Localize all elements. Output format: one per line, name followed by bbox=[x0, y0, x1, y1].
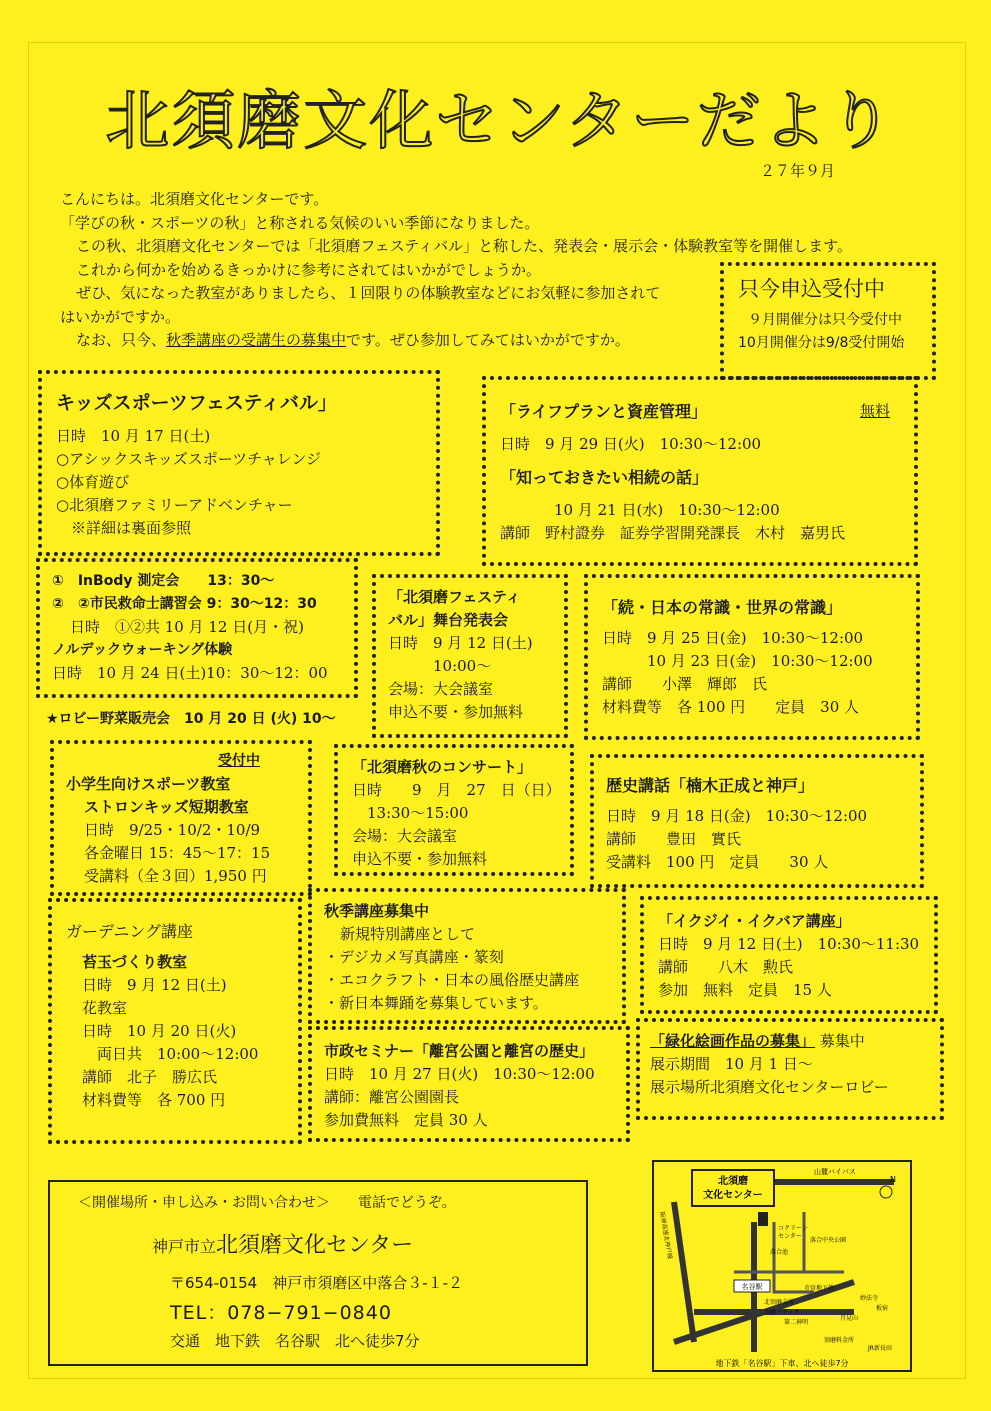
inbody-line: ① InBody 測定会 13：30〜 bbox=[52, 573, 275, 589]
intro-line: これから何かを始めるきっかけに参考にされてはいかがでしょうか。 bbox=[76, 260, 542, 279]
gardening-heading: 苔玉づくり教室 bbox=[82, 953, 188, 971]
map-label: 須磨料金所 bbox=[824, 1337, 855, 1344]
common-sense-line: 日時 9 月 25 日(金) 10:30〜12:00 bbox=[602, 629, 864, 647]
map-label: センター bbox=[778, 1233, 802, 1240]
gardening-line: 花教室 bbox=[82, 999, 128, 1017]
now-accepting-line: 10月開催分は9/8受付開始 bbox=[738, 335, 905, 351]
kids-festival-line: ○アシックスキッズスポーツチャレンジ bbox=[56, 450, 321, 468]
seminar-line: 講師：離宮公園園長 bbox=[324, 1088, 460, 1106]
ikuji-line: 日時 9 月 12 日(土) 10:30〜11:30 bbox=[658, 935, 920, 953]
greenery-box bbox=[636, 1018, 944, 1120]
greenery-heading: 「緑化絵画作品の募集」 bbox=[650, 1032, 816, 1050]
lifeplan-heading2: 「知っておきたい相続の話」 bbox=[500, 468, 709, 487]
common-sense-line: 10 月 23 日(金) 10:30〜12:00 bbox=[602, 652, 873, 670]
kids-sports-line: 受講料（全３回）1,950 円 bbox=[84, 867, 267, 885]
issue-date: ２７年９月 bbox=[760, 162, 836, 180]
intro-line: はいかがですか。 bbox=[60, 307, 181, 326]
greenery-heading-line bbox=[650, 1030, 934, 1053]
now-accepting-line: ９月開催分は只今受付中 bbox=[748, 312, 902, 328]
kids-sports-box bbox=[50, 740, 312, 896]
festival-stage-heading: バル」舞台発表会 bbox=[388, 611, 509, 629]
greenery-line: 展示期間 10 月 1 日〜 bbox=[650, 1055, 813, 1073]
access-map bbox=[652, 1160, 912, 1372]
concert-box bbox=[334, 744, 574, 876]
lifeplan-heading: 「ライフプランと資産管理」 bbox=[500, 402, 708, 421]
seminar-line: 参加費無料 定員 30 人 bbox=[324, 1111, 488, 1129]
festival-stage-line: 申込不要・参加無料 bbox=[388, 703, 524, 721]
lifeplan-box bbox=[482, 376, 918, 566]
history-box bbox=[590, 754, 924, 888]
concert-line: 会場：大会議室 bbox=[352, 827, 458, 845]
map-road-highway bbox=[674, 1202, 694, 1342]
seminar-heading: 市政セミナー「離宮公園と離宮の歴史」 bbox=[324, 1042, 595, 1060]
gardening-title: ガーデニング講座 bbox=[66, 922, 194, 941]
gardening-line: 両日共 10:00〜12:00 bbox=[82, 1045, 259, 1063]
map-label: 落合中央公園 bbox=[810, 1237, 847, 1244]
ikuji-line: 参加 無料 定員 15 人 bbox=[658, 981, 832, 999]
intro-text-post: です。ぜひ参加してみてはいかがですか。 bbox=[346, 331, 630, 349]
lifeplan-free: 無料 bbox=[859, 402, 890, 420]
concert-heading: 「北須磨秋のコンサート」 bbox=[352, 758, 533, 776]
map-label: 阪神高速北神戸線 bbox=[658, 1211, 674, 1260]
lifeplan-line: 10 月 21 日(水) 10:30〜12:00 bbox=[554, 501, 780, 519]
map-label: 妙法寺 bbox=[860, 1295, 879, 1302]
contact-address: 〒654-0154 神戸市須磨区中落合３-１-２ bbox=[170, 1274, 464, 1292]
lifeplan-line: 日時 9 月 29 日(火) 10:30〜12:00 bbox=[500, 435, 762, 453]
lifeplan-line: 講師 野村證券 証券学習開発課長 木村 嘉男氏 bbox=[500, 524, 846, 542]
festival-stage-heading: 「北須磨フェスティ bbox=[388, 588, 521, 606]
autumn-courses-line: 新規特別講座として bbox=[340, 925, 476, 943]
inbody-box bbox=[36, 558, 358, 698]
intro-line: ぜひ、気になった教室がありましたら、１回限りの体験教室などにお気軽に参加されて bbox=[76, 284, 661, 302]
inbody-line: 日時 ①②共 10 月 12 日(月・祝) bbox=[70, 618, 304, 636]
map-north-label: N bbox=[890, 1175, 896, 1184]
festival-stage-line: 会場：大会議室 bbox=[388, 680, 494, 698]
seminar-box bbox=[308, 1026, 630, 1142]
seminar-line: 日時 10 月 27 日(火) 10:30〜12:00 bbox=[324, 1065, 595, 1083]
history-line: 講師 豊田 實氏 bbox=[606, 830, 742, 848]
contact-heading: ＜開催場所・申し込み・お問い合わせ＞ 電話でどうぞ。 bbox=[78, 1195, 456, 1211]
gardening-line: 材料費等 各 700 円 bbox=[82, 1091, 226, 1109]
kids-sports-heading: 小学生向けスポーツ教室 bbox=[66, 775, 231, 793]
greenery-suffix: 募集中 bbox=[819, 1032, 865, 1050]
ikuji-line: 講師 八木 勲氏 bbox=[658, 958, 794, 976]
kids-sports-line: 日時 9/25・10/2・10/9 bbox=[84, 821, 261, 839]
map-label: 須磨パティオ bbox=[764, 1309, 800, 1316]
inbody-line: ノルデックウォーキング体験 bbox=[52, 642, 233, 658]
autumn-courses-heading: 秋季講座募集中 bbox=[324, 902, 430, 920]
history-line: 受講料 100 円 定員 30 人 bbox=[606, 853, 829, 871]
kids-sports-heading: ストロンキッズ短期教室 bbox=[84, 798, 249, 816]
history-heading: 歴史講話「楠木正成と神戸」 bbox=[606, 776, 815, 795]
concert-line: 申込不要・参加無料 bbox=[352, 850, 488, 868]
map-center-marker bbox=[758, 1212, 768, 1226]
contact-tel: TEL：078−791−0840 bbox=[170, 1302, 392, 1324]
greenery-line: 展示場所北須磨文化センターロビー bbox=[650, 1078, 889, 1096]
lobby-sale: ★ロビー野菜販売会 10 月 20 日 (火) 10〜 bbox=[46, 711, 336, 727]
intro-line: こんにちは。北須磨文化センターです。 bbox=[60, 190, 329, 208]
gardening-line: 日時 9 月 12 日(土) bbox=[82, 976, 227, 994]
now-accepting-heading: 只今申込受付中 bbox=[738, 277, 885, 301]
inbody-line: 日時 10 月 24 日(土)10：30〜12：00 bbox=[52, 664, 328, 682]
map-label: JR新長田 bbox=[868, 1345, 892, 1352]
autumn-courses-line: ・デジカメ写真講座・篆刻 bbox=[324, 948, 504, 966]
common-sense-heading: 「続・日本の常識・世界の常識」 bbox=[602, 598, 843, 617]
gardening-line: 講師 北子 勝広氏 bbox=[82, 1068, 218, 1086]
map-bypass-label: 山麓バイパス bbox=[814, 1168, 856, 1176]
festival-stage-box bbox=[372, 574, 568, 738]
ikuji-heading: 「イクジイ・イクバア講座」 bbox=[658, 912, 851, 930]
autumn-courses-line: ・エコクラフト・日本の風俗歴史講座 bbox=[324, 971, 580, 989]
map-center-label: 文化センター bbox=[703, 1190, 763, 1201]
map-caption: 地下鉄「名谷駅」下車、北へ徒歩7分 bbox=[715, 1359, 849, 1368]
kids-festival-heading: キッズスポーツフェスティバル」 bbox=[56, 392, 338, 414]
gardening-line: 日時 10 月 20 日(火) bbox=[82, 1022, 237, 1040]
autumn-courses-box bbox=[308, 888, 626, 1024]
map-graphic bbox=[654, 1162, 910, 1370]
common-sense-line: 材料費等 各 100 円 定員 30 人 bbox=[602, 698, 860, 716]
intro-underline: 秋季講座の受講生の募集中 bbox=[166, 331, 347, 349]
common-sense-line: 講師 小澤 輝郎 氏 bbox=[602, 675, 768, 693]
map-label: 北須磨支所 bbox=[764, 1299, 795, 1306]
ikuji-box bbox=[640, 896, 938, 1014]
map-label: コクリーン bbox=[778, 1225, 808, 1232]
page-title: 北須磨文化センターだより bbox=[105, 85, 895, 159]
contact-access: 交通 地下鉄 名谷駅 北へ徒歩7分 bbox=[170, 1332, 420, 1350]
intro-line: 「学びの秋・スポーツの秋」と称される気候のいい季節になりました。 bbox=[60, 213, 540, 232]
gardening-box bbox=[48, 898, 302, 1144]
map-station-label: 名谷駅 bbox=[741, 1283, 763, 1291]
history-line: 日時 9 月 18 日(金) 10:30〜12:00 bbox=[606, 807, 868, 825]
contact-box bbox=[48, 1180, 588, 1366]
kids-festival-box bbox=[38, 370, 440, 556]
contact-org bbox=[152, 1228, 413, 1259]
contact-org-name: 北須磨文化センター bbox=[216, 1233, 414, 1258]
intro-text-pre: なお、只今、 bbox=[76, 331, 167, 349]
map-label: 第二神明 bbox=[784, 1319, 809, 1326]
kids-sports-badge: 受付中 bbox=[218, 753, 260, 769]
concert-line: 日時 9 月 27 日（日） bbox=[352, 781, 561, 799]
concert-line: 13:30〜15:00 bbox=[352, 804, 469, 822]
intro-line: この秋、北須磨文化センターでは「北須磨フェスティバル」と称した、発表会・展示会・体験教室等を開催します。 bbox=[76, 237, 852, 255]
map-label: 板宿 bbox=[876, 1305, 889, 1312]
map-label: 市営地下鉄 bbox=[804, 1285, 835, 1292]
kids-festival-line: ○体育遊び bbox=[56, 473, 130, 491]
kids-festival-line: ○北須磨ファミリーアドベンチャー bbox=[56, 496, 293, 514]
festival-stage-line: 10:00〜 bbox=[388, 657, 492, 675]
map-center-label: 北須磨 bbox=[718, 1176, 748, 1187]
map-compass bbox=[880, 1186, 892, 1198]
now-accepting-box bbox=[720, 262, 936, 380]
autumn-courses-line: ・新日本舞踊を募集しています。 bbox=[324, 994, 548, 1012]
map-label: 月見山 bbox=[840, 1315, 859, 1322]
inbody-line: ② ②市民救命士講習会 9：30〜12：30 bbox=[52, 596, 317, 612]
common-sense-box bbox=[584, 574, 920, 740]
contact-org-prefix: 神戸市立 bbox=[152, 1237, 217, 1256]
kids-festival-line: ※詳細は裏面参照 bbox=[56, 519, 192, 537]
kids-festival-line: 日時 10 月 17 日(土) bbox=[56, 427, 211, 445]
festival-stage-line: 日時 9 月 12 日(土) bbox=[388, 634, 533, 652]
map-label: 落合池 bbox=[770, 1249, 789, 1256]
kids-sports-line: 各金曜日 15：45〜17：15 bbox=[84, 844, 271, 862]
